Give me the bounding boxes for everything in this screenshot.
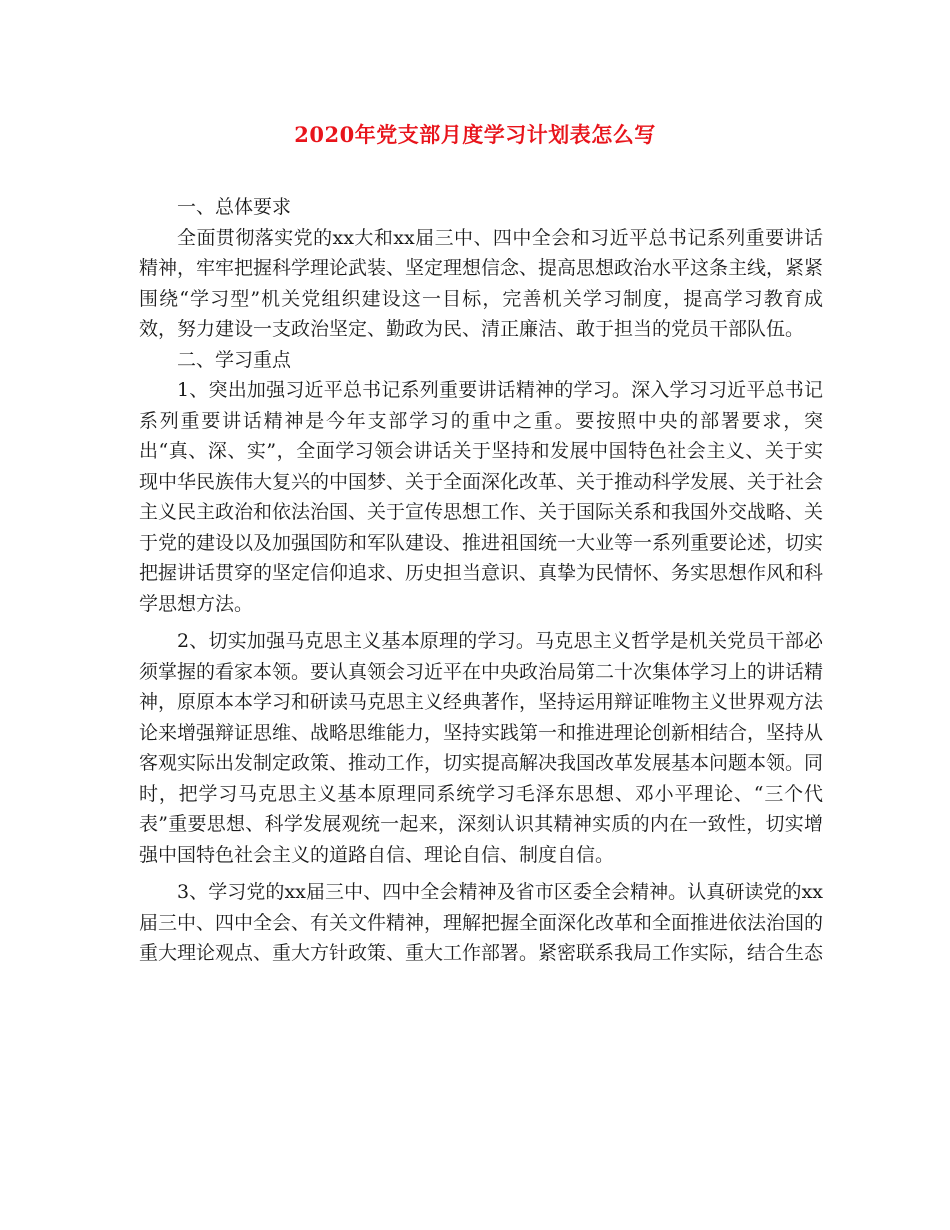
section-heading-study-focus: 二、学习重点 <box>177 348 292 371</box>
document-body <box>139 192 823 969</box>
paragraph-item-3: 3、学习党的xx届三中、四中全会精神及省市区委全会精神。认真研读党的xx届三中、四中全会、有关文件精神，理解把握全面深化改革和全面推进依法治国的重大理论观点、重大方针政策、重大工作部署。紧密联系我局工作实际，结合生态 <box>139 881 824 964</box>
document-title: 2020年党支部月度学习计划表怎么写 <box>294 122 656 147</box>
paragraph-general-requirements: 全面贯彻落实党的xx大和xx届三中、四中全会和习近平总书记系列重要讲话精神，牢牢把握科学理论武装、坚定理想信念、提高思想政治水平这条主线，紧紧围绕“学习型”机关党组织建设这一目标，完善机关学习制度，提高学习教育成效，努力建设一支政治坚定、勤政为民、清正廉洁、敢于担当的党员干部队伍。 <box>139 226 824 340</box>
paragraph-item-1: 1、突出加强习近平总书记系列重要讲话精神的学习。深入学习习近平总书记系列重要讲话精神是今年支部学习的重中之重。要按照中央的部署要求，突出“真、深、实”，全面学习领会讲话关于坚持和发展中国特色社会主义、关于实现中华民族伟大复兴的中国梦、关于全面深化改革、关于推动科学发展、关于社会主义民主政治和依法治国、关于宣传思想工作、关于国际关系和我国外交战略、关于党的建设以及加强国防和军队建设、推进祖国统一大业等一系列重要论述，切实把握讲话贯穿的坚定信仰追求、历史担当意识、真挚为民情怀、务实思想作风和科学思想方法。 <box>139 379 824 615</box>
section-heading-general-requirements: 一、总体要求 <box>177 196 292 218</box>
paragraph-item-2: 2、切实加强马克思主义基本原理的学习。马克思主义哲学是机关党员干部必须掌握的看家本领。要认真领会习近平在中央政治局第二十次集体学习上的讲话精神，原原本本学习和研读马克思主义经典著作，坚持运用辩证唯物主义世界观方法论来增强辩证思维、战略思维能力，坚持实践第一和推进理论创新相结合，坚持从客观实际出发制定政策、推动工作，切实提高解决我国改革发展基本问题本领。同时，把学习马克思主义基本原理同系统学习毛泽东思想、邓小平理论、“三个代表”重要思想、科学发展观统一起来，深刻认识其精神实质的内在一致性，切实增强中国特色社会主义的道路自信、理论自信、制度自信。 <box>139 630 824 866</box>
